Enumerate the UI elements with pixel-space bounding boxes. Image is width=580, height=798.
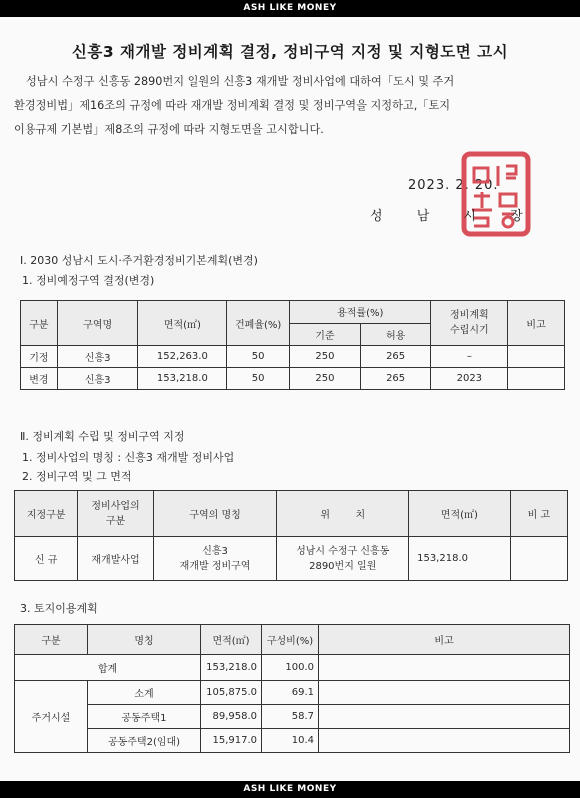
- cell: 153,218.0: [409, 537, 511, 581]
- zone-plan-table: [20, 300, 565, 390]
- document-title: 신흥3 재개발 정비계획 결정, 정비구역 지정 및 지형도면 고시: [71, 43, 509, 61]
- cell: 105,875.0: [201, 681, 262, 705]
- table-row: [15, 729, 570, 753]
- cell: 89,958.0: [201, 705, 262, 729]
- cell: 공동주택2(임대): [88, 729, 201, 753]
- official-seal-icon: [458, 148, 534, 240]
- col-ratio: 구성비(%): [262, 625, 319, 655]
- col-far-base: 기준: [290, 323, 361, 346]
- col-div: 구분: [21, 301, 58, 346]
- table-row: [15, 681, 570, 705]
- section2-heading: Ⅱ. 정비계획 수립 및 정비구역 지정: [20, 430, 185, 443]
- col-zone: 구역의 명칭: [153, 491, 277, 537]
- cell: 2023: [431, 368, 508, 390]
- col-name: 명칭: [88, 625, 201, 655]
- cell: 100.0: [262, 655, 319, 681]
- section1-subheading: 1. 정비예정구역 결정(변경): [22, 274, 155, 287]
- notice-date: 2023. 2. 20.: [408, 178, 499, 193]
- signer-name: 성 남 시 장: [370, 209, 538, 224]
- cell: 재개발사업: [78, 537, 153, 581]
- cell: [510, 537, 567, 581]
- notice-line-3: 이용규제 기본법」제8조의 규정에 따라 지형도면을 고시합니다.: [14, 123, 324, 136]
- location-line1: 성남시 수정구 신흥동: [296, 545, 390, 557]
- cell: [508, 346, 565, 368]
- cell: 69.1: [262, 681, 319, 705]
- cell: 50: [227, 346, 290, 368]
- cell: [319, 655, 570, 681]
- col-timing: 정비계획 수립시기: [431, 301, 508, 346]
- cell: 250: [290, 346, 361, 368]
- location-line2: 2890번지 일원: [309, 560, 377, 572]
- col-type: 지정구분: [15, 491, 78, 537]
- col-biz: 정비사업의 구분: [78, 491, 153, 537]
- cell: 합계: [15, 655, 201, 681]
- cell: 10.4: [262, 729, 319, 753]
- cell: 15,917.0: [201, 729, 262, 753]
- zone-name-line1: 신흥3: [202, 545, 228, 557]
- col-bcr: 건폐율(%): [227, 301, 290, 346]
- table-row: [15, 655, 570, 681]
- notice-body: [14, 70, 570, 142]
- col-note: 비 고: [510, 491, 567, 537]
- cell: [508, 368, 565, 390]
- col-name: 구역명: [57, 301, 138, 346]
- watermark-bottom: ASH LIKE MONEY: [0, 781, 580, 798]
- cell: 주거시설: [15, 681, 88, 753]
- cell: 250: [290, 368, 361, 390]
- notice-line-2: 환경정비법」제16조의 규정에 따라 재개발 정비계획 결정 및 정비구역을 지정하고,「토지: [14, 99, 451, 112]
- col-location: 위 치: [277, 491, 409, 537]
- col-note: 비고: [508, 301, 565, 346]
- cell: 153,218.0: [138, 368, 227, 390]
- cell: 153,218.0: [201, 655, 262, 681]
- zone-name-line2: 재개발 정비구역: [179, 560, 251, 572]
- col-area: 면적(㎡): [201, 625, 262, 655]
- col-area: 면적(㎡): [409, 491, 511, 537]
- cell: [319, 729, 570, 753]
- col-note: 비고: [319, 625, 570, 655]
- cell: 신흥3: [57, 346, 138, 368]
- cell: [277, 537, 409, 581]
- cell: 58.7: [262, 705, 319, 729]
- cell: 기정: [21, 346, 58, 368]
- col-div: 구분: [15, 625, 88, 655]
- watermark-top: ASH LIKE MONEY: [0, 0, 580, 17]
- cell: 변경: [21, 368, 58, 390]
- col-area: 면적(㎡): [138, 301, 227, 346]
- cell: –: [431, 346, 508, 368]
- cell: 265: [360, 346, 431, 368]
- table-row: [21, 346, 565, 368]
- section2-sub1: 1. 정비사업의 명칭 : 신흥3 재개발 정비사업: [22, 451, 235, 464]
- notice-line-1: 성남시 수정구 신흥동 2890번지 일원의 신흥3 재개발 정비사업에 대하여「도시 및 주거: [26, 75, 455, 88]
- table-row: [15, 705, 570, 729]
- zone-designation-table: [14, 490, 568, 581]
- table-row: [15, 537, 568, 581]
- col-far-allow: 허용: [360, 323, 431, 346]
- cell: [319, 705, 570, 729]
- cell: 50: [227, 368, 290, 390]
- col-far: 용적률(%): [290, 301, 431, 324]
- table-row: [21, 368, 565, 390]
- cell: 265: [360, 368, 431, 390]
- section3-heading: 3. 토지이용계획: [20, 602, 98, 615]
- cell: 신흥3: [57, 368, 138, 390]
- cell: 신 규: [15, 537, 78, 581]
- section2-sub2: 2. 정비구역 및 그 면적: [22, 470, 132, 483]
- section1-heading: I. 2030 성남시 도시·주거환경정비기본계획(변경): [20, 254, 258, 267]
- cell: [153, 537, 277, 581]
- cell: [319, 681, 570, 705]
- cell: 152,263.0: [138, 346, 227, 368]
- land-use-table: [14, 624, 570, 753]
- cell: 소계: [88, 681, 201, 705]
- cell: 공동주택1: [88, 705, 201, 729]
